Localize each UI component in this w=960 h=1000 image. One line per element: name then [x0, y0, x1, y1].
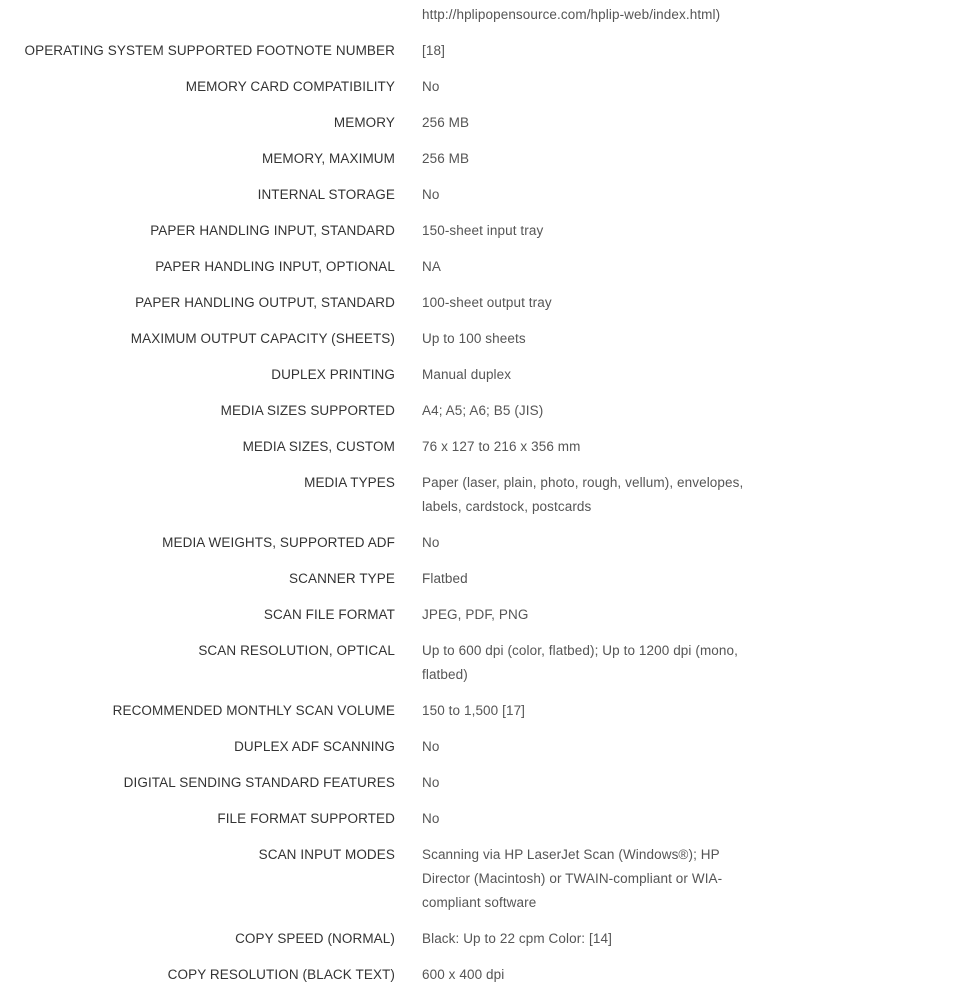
spec-row	[0, 327, 960, 351]
spec-value: NA	[422, 259, 441, 274]
spec-value: No	[422, 79, 440, 94]
spec-value: Up to 600 dpi (color, flatbed); Up to 1200 dpi (mono, flatbed)	[422, 643, 738, 682]
spec-label: MEMORY CARD COMPATIBILITY	[185, 79, 395, 94]
spec-row	[0, 699, 960, 723]
spec-row	[0, 75, 960, 99]
spec-row	[0, 111, 960, 135]
spec-label: MEDIA WEIGHTS, SUPPORTED ADF	[162, 535, 395, 550]
spec-value: 150 to 1,500 [17]	[422, 703, 526, 718]
spec-row	[0, 807, 960, 831]
spec-value: 600 x 400 dpi	[422, 967, 505, 982]
spec-value: 256 MB	[422, 151, 470, 166]
spec-row	[0, 531, 960, 555]
spec-row	[0, 771, 960, 795]
spec-row	[0, 435, 960, 459]
spec-row	[0, 567, 960, 591]
spec-value: Flatbed	[422, 571, 468, 586]
spec-value: No	[422, 811, 440, 826]
spec-label: PAPER HANDLING INPUT, STANDARD	[150, 223, 395, 238]
spec-label: RECOMMENDED MONTHLY SCAN VOLUME	[112, 703, 395, 718]
spec-label: COPY RESOLUTION (BLACK TEXT)	[167, 967, 395, 982]
spec-value: [18]	[422, 43, 445, 58]
spec-value: No	[422, 739, 440, 754]
spec-label: DUPLEX ADF SCANNING	[234, 739, 395, 754]
spec-value: 76 x 127 to 216 x 356 mm	[422, 439, 581, 454]
spec-row	[0, 399, 960, 423]
spec-value: http://hplipopensource.com/hplip-web/index.html)	[422, 7, 721, 22]
spec-label: INTERNAL STORAGE	[257, 187, 395, 202]
spec-row	[0, 0, 960, 27]
spec-label: SCAN RESOLUTION, OPTICAL	[198, 643, 395, 658]
spec-label: MAXIMUM OUTPUT CAPACITY (SHEETS)	[130, 331, 395, 346]
spec-row	[0, 183, 960, 207]
spec-value: Black: Up to 22 cpm Color: [14]	[422, 931, 612, 946]
spec-label: MEMORY	[333, 115, 395, 130]
spec-label: SCAN INPUT MODES	[258, 847, 395, 862]
spec-value: Manual duplex	[422, 367, 512, 382]
spec-row	[0, 603, 960, 627]
spec-value: Scanning via HP LaserJet Scan (Windows®); HP Director (Macintosh) or TWAIN-compliant or WIA-compliant software	[422, 847, 723, 910]
spec-value: A4; A5; A6; B5 (JIS)	[422, 403, 544, 418]
spec-value: No	[422, 535, 440, 550]
spec-row	[0, 147, 960, 171]
spec-label: PAPER HANDLING INPUT, OPTIONAL	[155, 259, 395, 274]
spec-row	[0, 255, 960, 279]
spec-label: PAPER HANDLING OUTPUT, STANDARD	[135, 295, 395, 310]
spec-row	[0, 219, 960, 243]
spec-row	[0, 291, 960, 315]
spec-row	[0, 39, 960, 63]
spec-value: 100-sheet output tray	[422, 295, 552, 310]
spec-value: No	[422, 775, 440, 790]
spec-label: DUPLEX PRINTING	[271, 367, 395, 382]
spec-row	[0, 471, 960, 519]
spec-label: COPY SPEED (NORMAL)	[235, 931, 395, 946]
spec-row	[0, 363, 960, 387]
spec-label: MEDIA SIZES SUPPORTED	[220, 403, 395, 418]
spec-value: 150-sheet input tray	[422, 223, 544, 238]
spec-label: MEMORY, MAXIMUM	[261, 151, 395, 166]
spec-label: OPERATING SYSTEM SUPPORTED FOOTNOTE NUMBER	[24, 43, 395, 58]
spec-row	[0, 963, 960, 987]
spec-value: No	[422, 187, 440, 202]
spec-row	[0, 927, 960, 951]
spec-value: Up to 100 sheets	[422, 331, 526, 346]
spec-value: 256 MB	[422, 115, 470, 130]
spec-label: DIGITAL SENDING STANDARD FEATURES	[123, 775, 395, 790]
spec-label: FILE FORMAT SUPPORTED	[217, 811, 395, 826]
spec-value: Paper (laser, plain, photo, rough, vellum), envelopes, labels, cardstock, postcards	[422, 475, 744, 514]
spec-row	[0, 639, 960, 687]
spec-row	[0, 735, 960, 759]
spec-row	[0, 843, 960, 915]
spec-value: JPEG, PDF, PNG	[422, 607, 529, 622]
spec-label: MEDIA TYPES	[304, 475, 395, 490]
spec-label: SCANNER TYPE	[289, 571, 395, 586]
spec-label: SCAN FILE FORMAT	[263, 607, 395, 622]
spec-label: MEDIA SIZES, CUSTOM	[242, 439, 395, 454]
